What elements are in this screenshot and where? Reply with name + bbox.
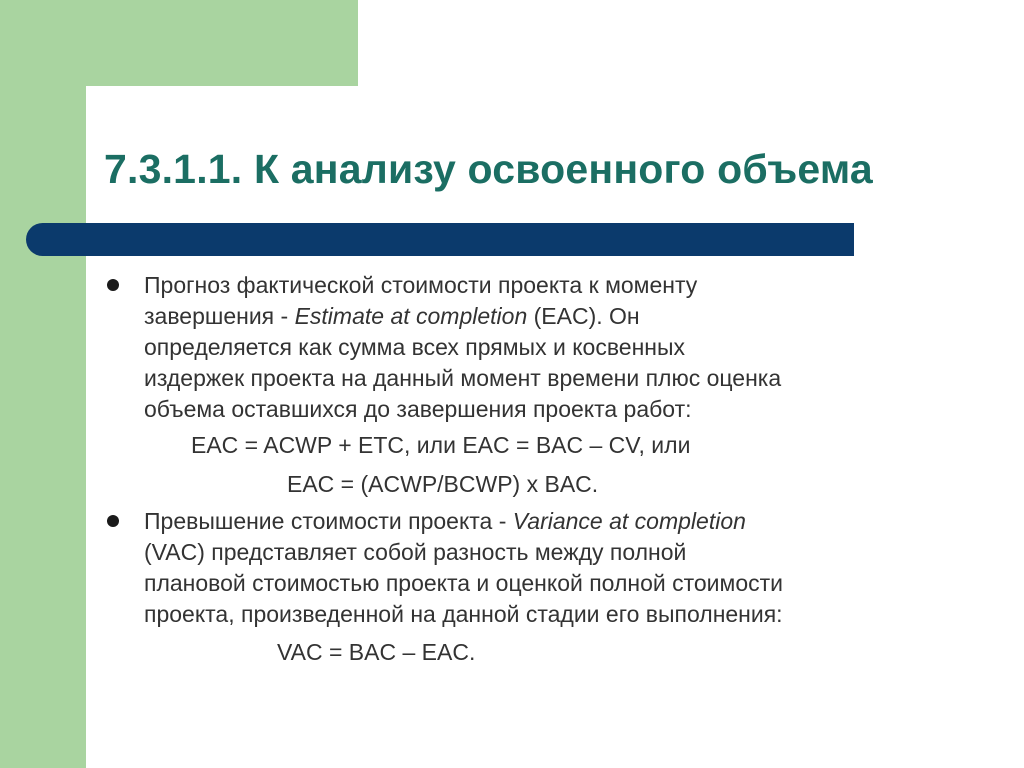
text-line: Прогноз фактической стоимости проекта к моменту (144, 272, 698, 298)
text-line: (VAC) представляет собой разность между полной (144, 539, 687, 565)
text-line: издержек проекта на данный момент времени плюс оценка (144, 365, 782, 391)
term-italic: Variance at completion (512, 508, 746, 534)
text-line: объема оставшихся до завершения проекта работ: (144, 396, 692, 422)
text-fragment: завершения - (144, 303, 295, 329)
text-line: плановой стоимостью проекта и оценкой полной стоимости (144, 570, 784, 596)
formula-vac: VAC = BAC – EAC. (277, 639, 476, 665)
bullet-dot (107, 279, 119, 291)
bullet-dot (107, 515, 119, 527)
bullet-text-eac (144, 270, 781, 425)
formula-eac-2: EAC = (ACWP/BCWP) х BAC. (287, 471, 599, 497)
text-line (144, 506, 783, 537)
formula-eac-1: EAC = ACWP + ETC, или EAC = BAC – CV, или (191, 432, 691, 458)
text-line (144, 301, 781, 332)
bullet-text-vac (144, 506, 783, 630)
text-line: проекта, произведенной на данной стадии его выполнения: (144, 601, 783, 627)
slide-title: 7.3.1.1. К анализу освоенного объема (104, 146, 873, 192)
text-fragment: (EAC). Он (527, 303, 640, 329)
text-fragment: Превышение стоимости проекта - (144, 508, 513, 534)
term-italic: Estimate at completion (294, 303, 528, 329)
text-line: определяется как сумма всех прямых и косвенных (144, 334, 686, 360)
